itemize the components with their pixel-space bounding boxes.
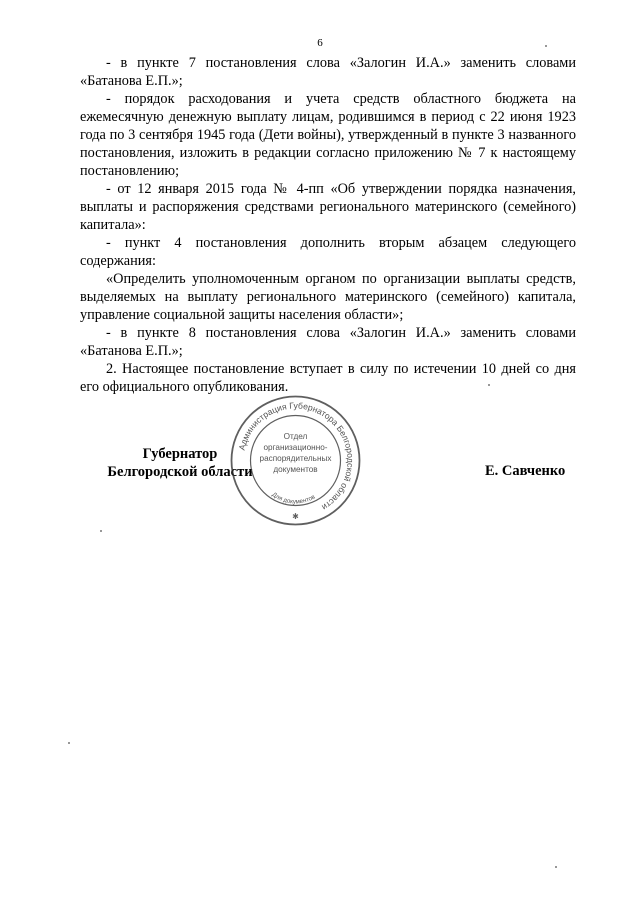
scan-speck [488, 384, 490, 386]
stamp-bottom-text: Для документов [270, 491, 317, 506]
stamp-center-line-1: Отдел [283, 432, 308, 441]
paragraph-item-8-replace: - в пункте 8 постановления слова «Залогин И.А.» заменить словами «Батанова Е.П.»; [80, 325, 576, 359]
stamp-center-line-4: документов [273, 465, 318, 474]
governor-title-line-1: Губернатор [142, 446, 218, 462]
paragraph-item-7-replace: - в пункте 7 постановления слова «Залогин И.А.» заменить словами «Батанова Е.П.»; [80, 55, 576, 89]
page-number: 6 [317, 37, 323, 49]
paragraph-authorized-body: «Определить уполномоченным органом по организации выплаты средств, выделяемых на выплату регионального материнского (семейного) капитала, управление социальной защиты населения области»; [80, 271, 576, 323]
paragraph-decree-2015: - от 12 января 2015 года № 4-пп «Об утверждении порядка назначения, выплаты и распоряжения средствами регионального материнского (семейного) капитала»: [80, 181, 576, 233]
governor-title-line-2: Белгородской области [107, 464, 253, 480]
scan-speck [68, 742, 70, 744]
stamp-ring-text: Администрация Губернатора Белгородской области [236, 400, 356, 513]
scan-speck [100, 530, 102, 532]
document-body [80, 54, 576, 396]
official-stamp [228, 393, 363, 528]
paragraph-effective-date: 2. Настоящее постановление вступает в силу по истечении 10 дней со дня его официального опубликования. [80, 361, 576, 395]
governor-name: Е. Савченко [485, 463, 566, 479]
stamp-center-line-3: распорядительных [259, 454, 332, 463]
paragraph-expenditure-order: - порядок расходования и учета средств областного бюджета на ежемесячную денежную выплату лицам, родившимся в период с 22 июня 1923 года по 3 сентября 1945 года (Дети войны), утвержденный в пункте 3 названного постановления, изложить в редакции согласно приложению № 7 к настоящему постановлению; [80, 91, 576, 179]
stamp-center-line-2: организационно- [263, 443, 328, 452]
paragraph-item-4-addition: - пункт 4 постановления дополнить вторым абзацем следующего содержания: [80, 235, 576, 269]
scan-speck [555, 866, 557, 868]
scan-speck [545, 45, 547, 47]
stamp-star-icon: ✱ [292, 512, 299, 521]
